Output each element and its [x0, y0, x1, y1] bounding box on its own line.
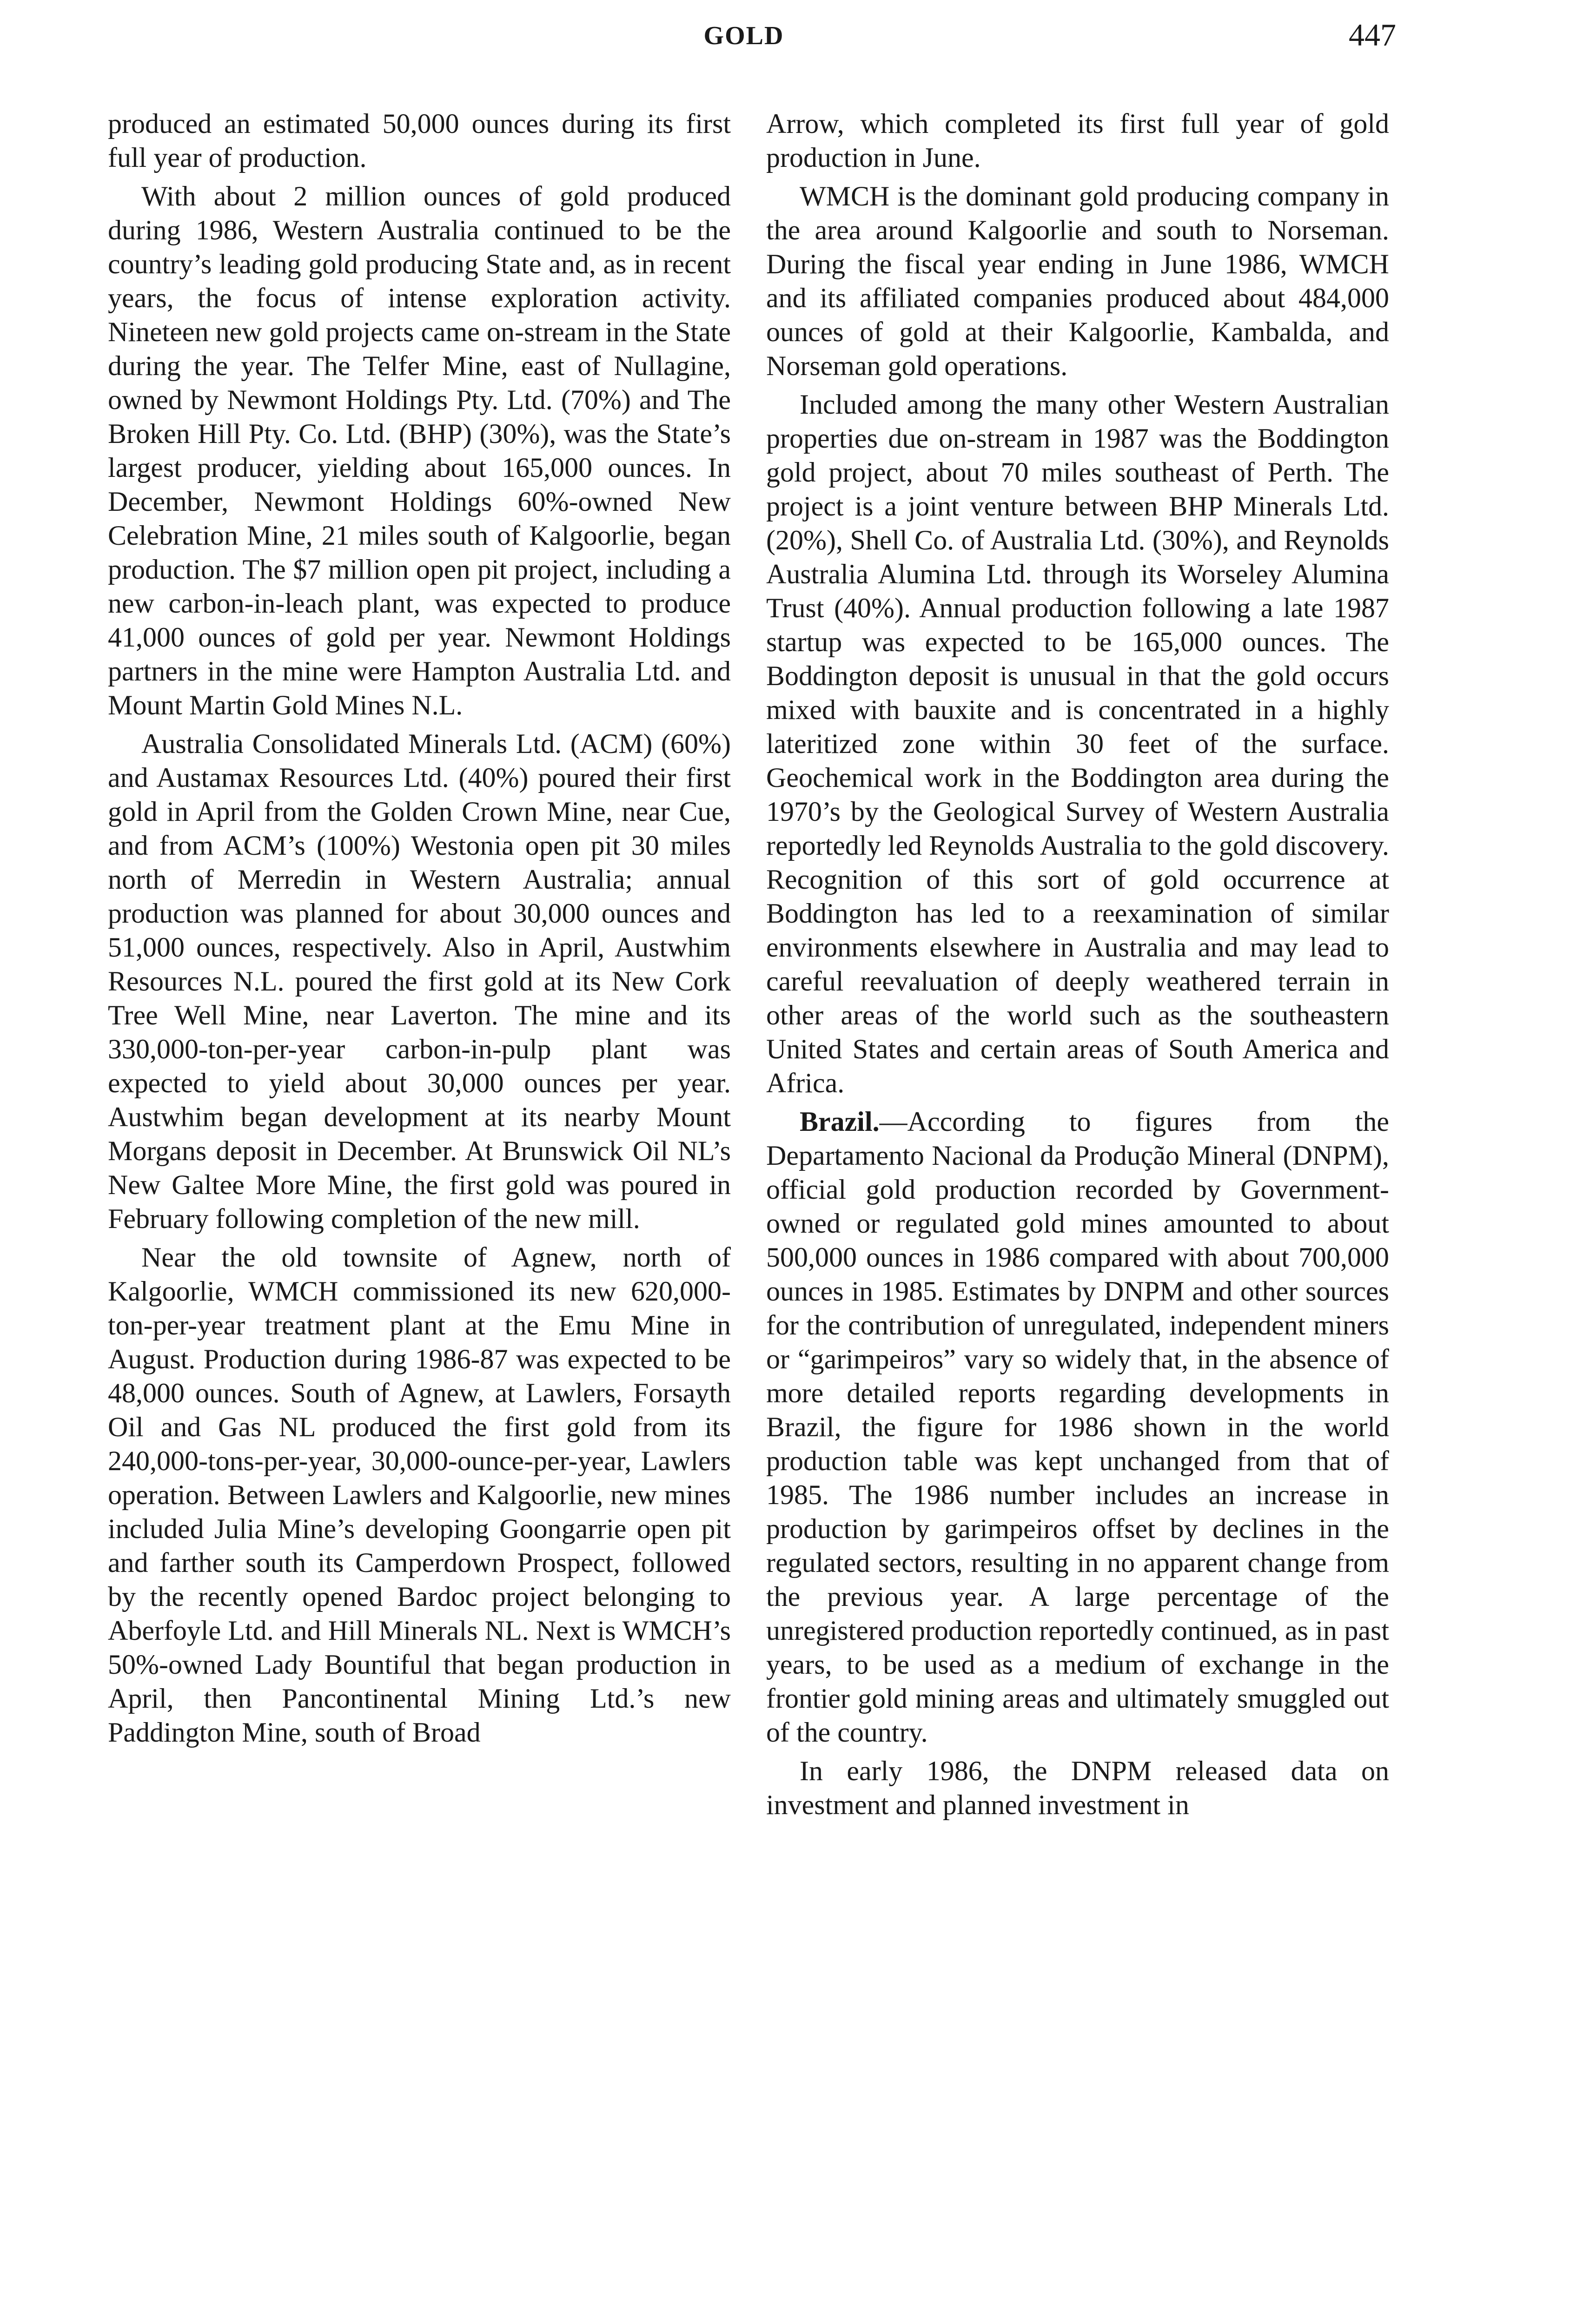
paragraph-continued: Arrow, which completed its first full year of gold production in June.: [766, 108, 1389, 173]
left-column: [108, 107, 731, 1754]
paragraph-acm-austamax: Australia Consolidated Minerals Ltd. (ACM) (60%) and Austamax Resources Ltd. (40%) poured their first gold in April from the Golden Crown Mine, near Cue, and from ACM’s (100%) Westonia open pit 30 miles north of Merredin in Western Australia; annual production was planned for about 30,000 ounces and 51,000 ounces, respectively. Also in April, Austwhim Resources N.L. poured the first gold at its New Cork Tree Well Mine, near Laverton. The mine and its 330,000-ton-per-year carbon-in-pulp plant was expected to yield about 30,000 ounces per year. Austwhim began development at its nearby Mount Morgans deposit in December. At Brunswick Oil NL’s New Galtee More Mine, the first gold was poured in February following completion of the new mill.: [108, 728, 731, 1234]
section-heading-brazil: Brazil.: [800, 1106, 880, 1137]
paragraph-brazil: [766, 1105, 1389, 1750]
paragraph-boddington: Included among the many other Western Australian properties due on-stream in 1987 was the Boddington gold project, about 70 miles southeast of Perth. The project is a joint venture between BHP Minerals Ltd. (20%), Shell Co. of Australia Ltd. (30%), and Reynolds Australia Alumina Ltd. through its Worseley Alumina Trust (40%). Annual production following a late 1987 startup was expected to be 165,000 ounces. The Boddington deposit is unusual in that the gold occurs mixed with bauxite and is concentrated in a highly lateritized zone within 30 feet of the surface. Geochemical work in the Boddington area during the 1970’s by the Geological Survey of Western Australia reportedly led Reynolds Australia to the gold discovery. Recognition of this sort of gold occurrence at Boddington has led to a reexamination of similar environments elsewhere in Australia and may lead to careful reevaluation of deeply weathered terrain in other areas of the world such as the southeastern United States and certain areas of South America and Africa.: [766, 389, 1389, 1098]
paragraph-western-australia: With about 2 million ounces of gold produced during 1986, Western Australia continued to be the country’s leading gold producing State and, as in recent years, the focus of intense exploration activity. Nineteen new gold projects came on-stream in the State during the year. The Telfer Mine, east of Nullagine, owned by Newmont Holdings Pty. Ltd. (70%) and The Broken Hill Pty. Co. Ltd. (BHP) (30%), was the State’s largest producer, yielding about 165,000 ounces. In December, Newmont Holdings 60%-owned New Celebration Mine, 21 miles south of Kalgoorlie, began production. The $7 million open pit project, including a new carbon-in-leach plant, was expected to produce 41,000 ounces of gold per year. Newmont Holdings partners in the mine were Hampton Australia Ltd. and Mount Martin Gold Mines N.L.: [108, 181, 731, 720]
paragraph-wmch: WMCH is the dominant gold producing company in the area around Kalgoorlie and south to Norseman. During the fiscal year ending in June 1986, WMCH and its affiliated companies produced about 484,000 ounces of gold at their Kalgoorlie, Kambalda, and Norseman gold operations.: [766, 181, 1389, 381]
paragraph-brazil-text: —According to figures from the Departamento Nacional da Produção Mineral (DNPM), official gold production recorded by Government-owned or regulated gold mines amounted to about 500,000 ounces in 1986 compared with about 700,000 ounces in 1985. Estimates by DNPM and other sources for the contribution of unregulated, independent miners or “garimpeiros” vary so widely that, in the absence of more detailed reports regarding developments in Brazil, the figure for 1986 shown in the world production table was kept unchanged from that of 1985. The 1986 number includes an increase in production by garimpeiros offset by declines in the regulated sectors, resulting in no apparent change from the previous year. A large percentage of the unregistered production reportedly continued, as in past years, to be used as a medium of exchange in the frontier gold mining areas and ultimately smuggled out of the country.: [766, 1106, 1389, 1748]
right-column: [766, 107, 1389, 1827]
running-head: GOLD: [703, 21, 784, 50]
paragraph-continued: produced an estimated 50,000 ounces during its first full year of production.: [108, 108, 731, 173]
page-number: 447: [1349, 17, 1396, 53]
paragraph-agnew: Near the old townsite of Agnew, north of Kalgoorlie, WMCH commissioned its new 620,000-ton-per-year treatment plant at the Emu Mine in August. Production during 1986-87 was expected to be 48,000 ounces. South of Agnew, at Lawlers, Forsayth Oil and Gas NL produced the first gold from its 240,000-tons-per-year, 30,000-ounce-per-year, Lawlers operation. Between Lawlers and Kalgoorlie, new mines included Julia Mine’s developing Goongarrie open pit and farther south its Camperdown Prospect, followed by the recently opened Bardoc project belonging to Aberfoyle Ltd. and Hill Minerals NL. Next is WMCH’s 50%-owned Lady Bountiful that began production in April, then Pancontinental Mining Ltd.’s new Paddington Mine, south of Broad: [108, 1242, 731, 1748]
paragraph-dnpm-investment: In early 1986, the DNPM released data on investment and planned investment in: [766, 1756, 1389, 1820]
